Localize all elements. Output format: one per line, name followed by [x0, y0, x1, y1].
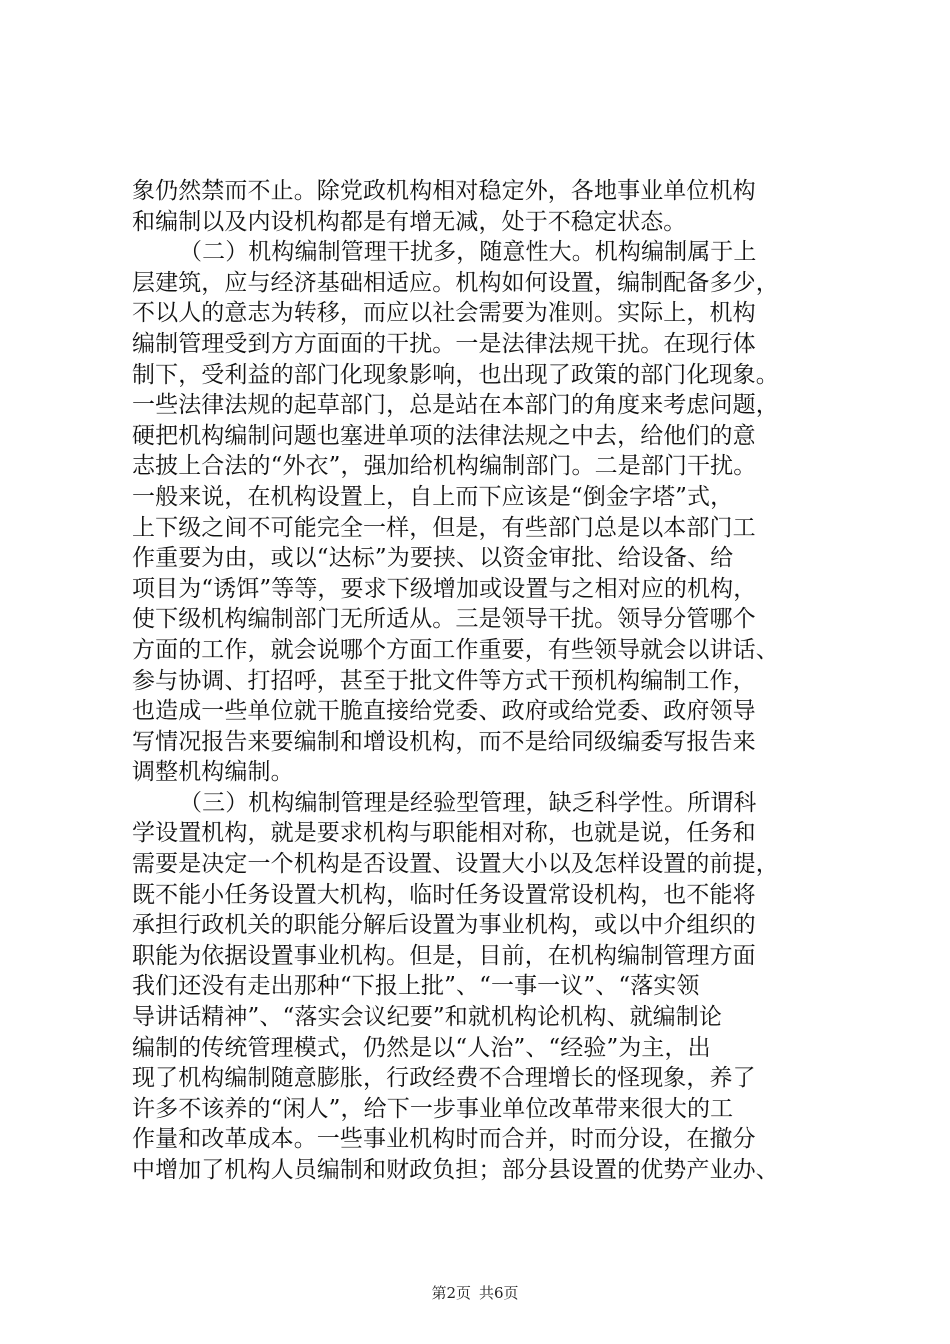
- text-line: 编制的传统管理模式，仍然是以“人治”、“经验”为主，出: [132, 1034, 711, 1061]
- text-line: 一般来说，在机构设置上，自上而下应该是“倒金字塔”式，: [132, 483, 734, 510]
- text-line: 写情况报告来要编制和增设机构，而不是给同级编委写报告来: [132, 728, 756, 755]
- text-line: 上下级之间不可能完全一样，但是，有些部门总是以本部门工: [132, 514, 756, 541]
- text-line: 导讲话精神”、“落实会议纪要”和就机构论机构、就编制论: [132, 1004, 722, 1031]
- text-line: 志披上合法的“外衣”，强加给机构编制部门。二是部门干扰。: [132, 453, 757, 480]
- text-line: 象仍然禁而不止。除党政机构相对稳定外，各地事业单位机构: [132, 178, 756, 204]
- text-line: 职能为依据设置事业机构。但是，目前，在机构编制管理方面: [132, 942, 756, 969]
- text-line: 许多不该养的“闲人”，给下一步事业单位改革带来很大的工: [132, 1095, 734, 1122]
- text-line: 作重要为由，或以“达标”为要挟、以资金审批、给设备、给: [132, 545, 734, 572]
- text-line: 学设置机构，就是要求机构与职能相对称，也就是说，任务和: [132, 820, 756, 847]
- text-line: 项目为“诱饵”等等，要求下级增加或设置与之相对应的机构，: [132, 575, 757, 602]
- text-line: 参与协调、打招呼，甚至于批文件等方式干预机构编制工作，: [132, 667, 756, 694]
- text-line: 现了机构编制随意膨胀，行政经费不合理增长的怪现象，养了: [132, 1065, 756, 1092]
- paragraph-start-line: （二）机构编制管理干扰多，随意性大。机构编制属于上: [179, 239, 757, 266]
- text-line: 层建筑，应与经济基础相适应。机构如何设置，编制配备多少，: [132, 269, 779, 296]
- text-line: 方面的工作，就会说哪个方面工作重要，有些领导就会以讲话、: [132, 636, 779, 663]
- page-number: 第2页: [431, 1284, 471, 1302]
- text-line: 一些法律法规的起草部门，总是站在本部门的角度来考虑问题，: [132, 392, 779, 419]
- text-line: 不以人的意志为转移，而应以社会需要为准则。实际上，机构: [132, 300, 756, 327]
- text-line: 我们还没有走出那种“下报上批”、“一事一议”、“落实领: [132, 973, 700, 1000]
- document-body: [132, 176, 822, 1186]
- text-line: 也造成一些单位就干脆直接给党委、政府或给党委、政府领导: [132, 698, 756, 725]
- paragraph-start-line: （三）机构编制管理是经验型管理，缺乏科学性。所谓科: [179, 789, 757, 816]
- text-line: 硬把机构编制问题也塞进单项的法律法规之中去，给他们的意: [132, 422, 756, 449]
- page-footer: [0, 1283, 950, 1303]
- text-line: 作量和改革成本。一些事业机构时而合并，时而分设，在撤分: [132, 1126, 756, 1153]
- page-total: 共6页: [479, 1284, 519, 1302]
- text-line: 中增加了机构人员编制和财政负担；部分县设置的优势产业办、: [132, 1157, 779, 1183]
- text-line: 使下级机构编制部门无所适从。三是领导干扰。领导分管哪个: [132, 606, 756, 633]
- text-line: 制下，受利益的部门化现象影响，也出现了政策的部门化现象。: [132, 361, 779, 388]
- text-line: 和编制以及内设机构都是有增无减，处于不稳定状态。: [132, 208, 687, 235]
- text-line: 编制管理受到方方面面的干扰。一是法律法规干扰。在现行体: [132, 330, 756, 357]
- text-line: 承担行政机关的职能分解后设置为事业机构，或以中介组织的: [132, 912, 756, 939]
- text-line: 调整机构编制。: [132, 759, 294, 786]
- text-line: 既不能小任务设置大机构，临时任务设置常设机构，也不能将: [132, 881, 756, 908]
- text-line: 需要是决定一个机构是否设置、设置大小以及怎样设置的前提，: [132, 851, 779, 878]
